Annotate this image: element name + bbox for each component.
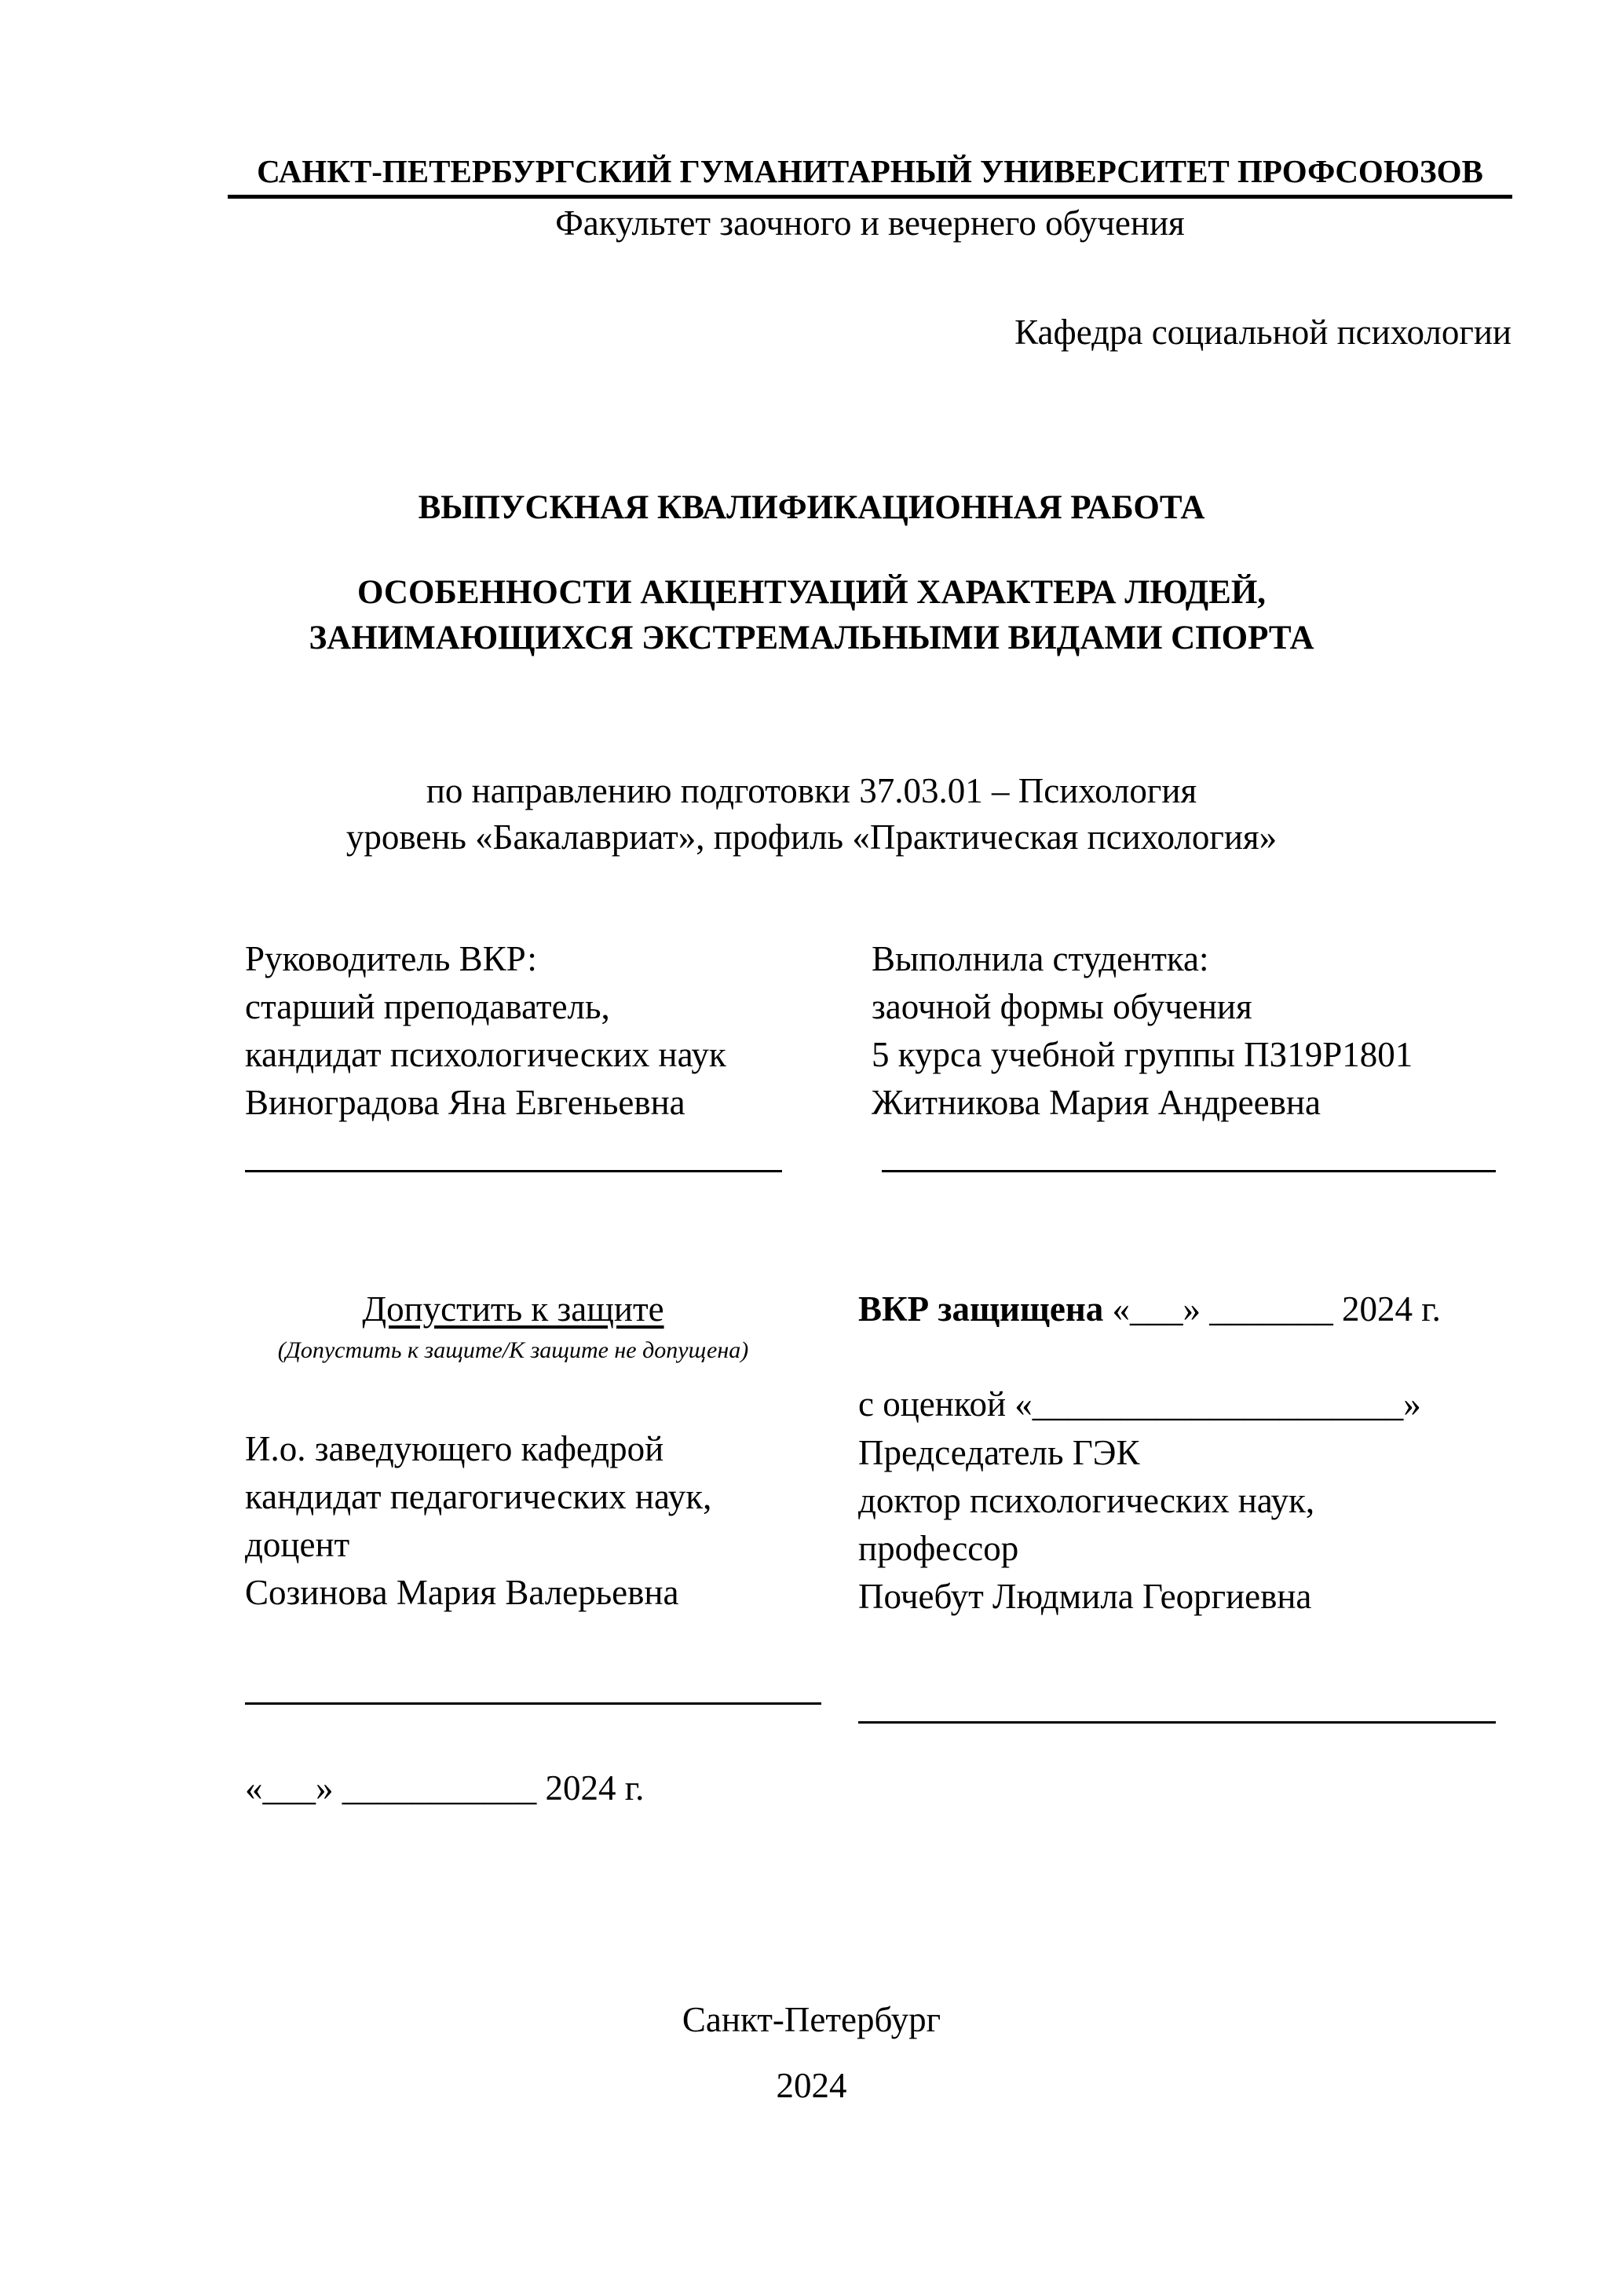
supervisor-block <box>245 935 726 1127</box>
defense-grade-line: с оценкой «_____________________» <box>858 1384 1421 1424</box>
department-head-block <box>245 1425 711 1617</box>
defense-date-line <box>858 1285 1441 1333</box>
department-name: Кафедра социальной психологии <box>1014 313 1512 352</box>
student-label: Выполнила студентка: <box>872 939 1209 978</box>
thesis-title-line-2: ЗАНИМАЮЩИХСЯ ЭКСТРЕМАЛЬНЫМИ ВИДАМИ СПОРТА <box>309 620 1314 656</box>
head-title: доцент <box>245 1525 350 1564</box>
student-study-form: заочной формы обучения <box>872 987 1252 1026</box>
supervisor-signature-line <box>245 1170 782 1172</box>
university-name: САНКТ-ПЕТЕРБУРГСКИЙ ГУМАНИТАРНЫЙ УНИВЕРСИТЕТ ПРОФСОЮЗОВ <box>257 153 1483 189</box>
head-degree: кандидат педагогических наук, <box>245 1477 712 1516</box>
work-type-heading: ВЫПУСКНАЯ КВАЛИФИКАЦИОННАЯ РАБОТА <box>418 489 1205 526</box>
student-group: 5 курса учебной группы ПЗ19Р1801 <box>872 1035 1413 1074</box>
admission-date-line: «___» ___________ 2024 г. <box>245 1768 645 1808</box>
study-direction-line-1: по направлению подготовки 37.03.01 – Психология <box>426 771 1197 810</box>
supervisor-position: старший преподаватель, <box>245 987 610 1026</box>
chair-name: Почебут Людмила Георгиевна <box>858 1577 1312 1616</box>
gek-chair-signature-line <box>858 1721 1496 1724</box>
supervisor-label: Руководитель ВКР: <box>245 939 537 978</box>
supervisor-name: Виноградова Яна Евгеньевна <box>245 1083 685 1122</box>
supervisor-degree: кандидат психологических наук <box>245 1035 726 1074</box>
head-position: И.о. заведующего кафедрой <box>245 1429 664 1468</box>
gek-chair-block <box>858 1429 1314 1621</box>
admission-hint: (Допустить к защите/К защите не допущена) <box>277 1337 749 1363</box>
faculty-name: Факультет заочного и вечернего обучения <box>555 203 1185 243</box>
study-direction-line-2: уровень «Бакалавриат», профиль «Практическая психология» <box>345 817 1278 857</box>
defense-date-blank: «___» _______ 2024 г. <box>1103 1289 1441 1329</box>
chair-degree: доктор психологических наук, <box>858 1481 1315 1520</box>
city: Санкт-Петербург <box>682 2000 941 2039</box>
header-rule <box>228 195 1512 199</box>
thesis-title-line-1: ОСОБЕННОСТИ АКЦЕНТУАЦИЙ ХАРАКТЕРА ЛЮДЕЙ, <box>356 574 1267 611</box>
department-head-signature-line <box>245 1702 821 1705</box>
head-name: Созинова Мария Валерьевна <box>245 1573 679 1612</box>
student-signature-line <box>882 1170 1496 1172</box>
year: 2024 <box>776 2066 847 2105</box>
defended-label: ВКР защищена <box>858 1289 1104 1329</box>
student-name: Житникова Мария Андреевна <box>872 1083 1321 1122</box>
chair-position: Председатель ГЭК <box>858 1433 1140 1472</box>
admission-decision: Допустить к защите <box>362 1289 664 1329</box>
student-block <box>872 935 1413 1127</box>
chair-title: профессор <box>858 1529 1019 1568</box>
